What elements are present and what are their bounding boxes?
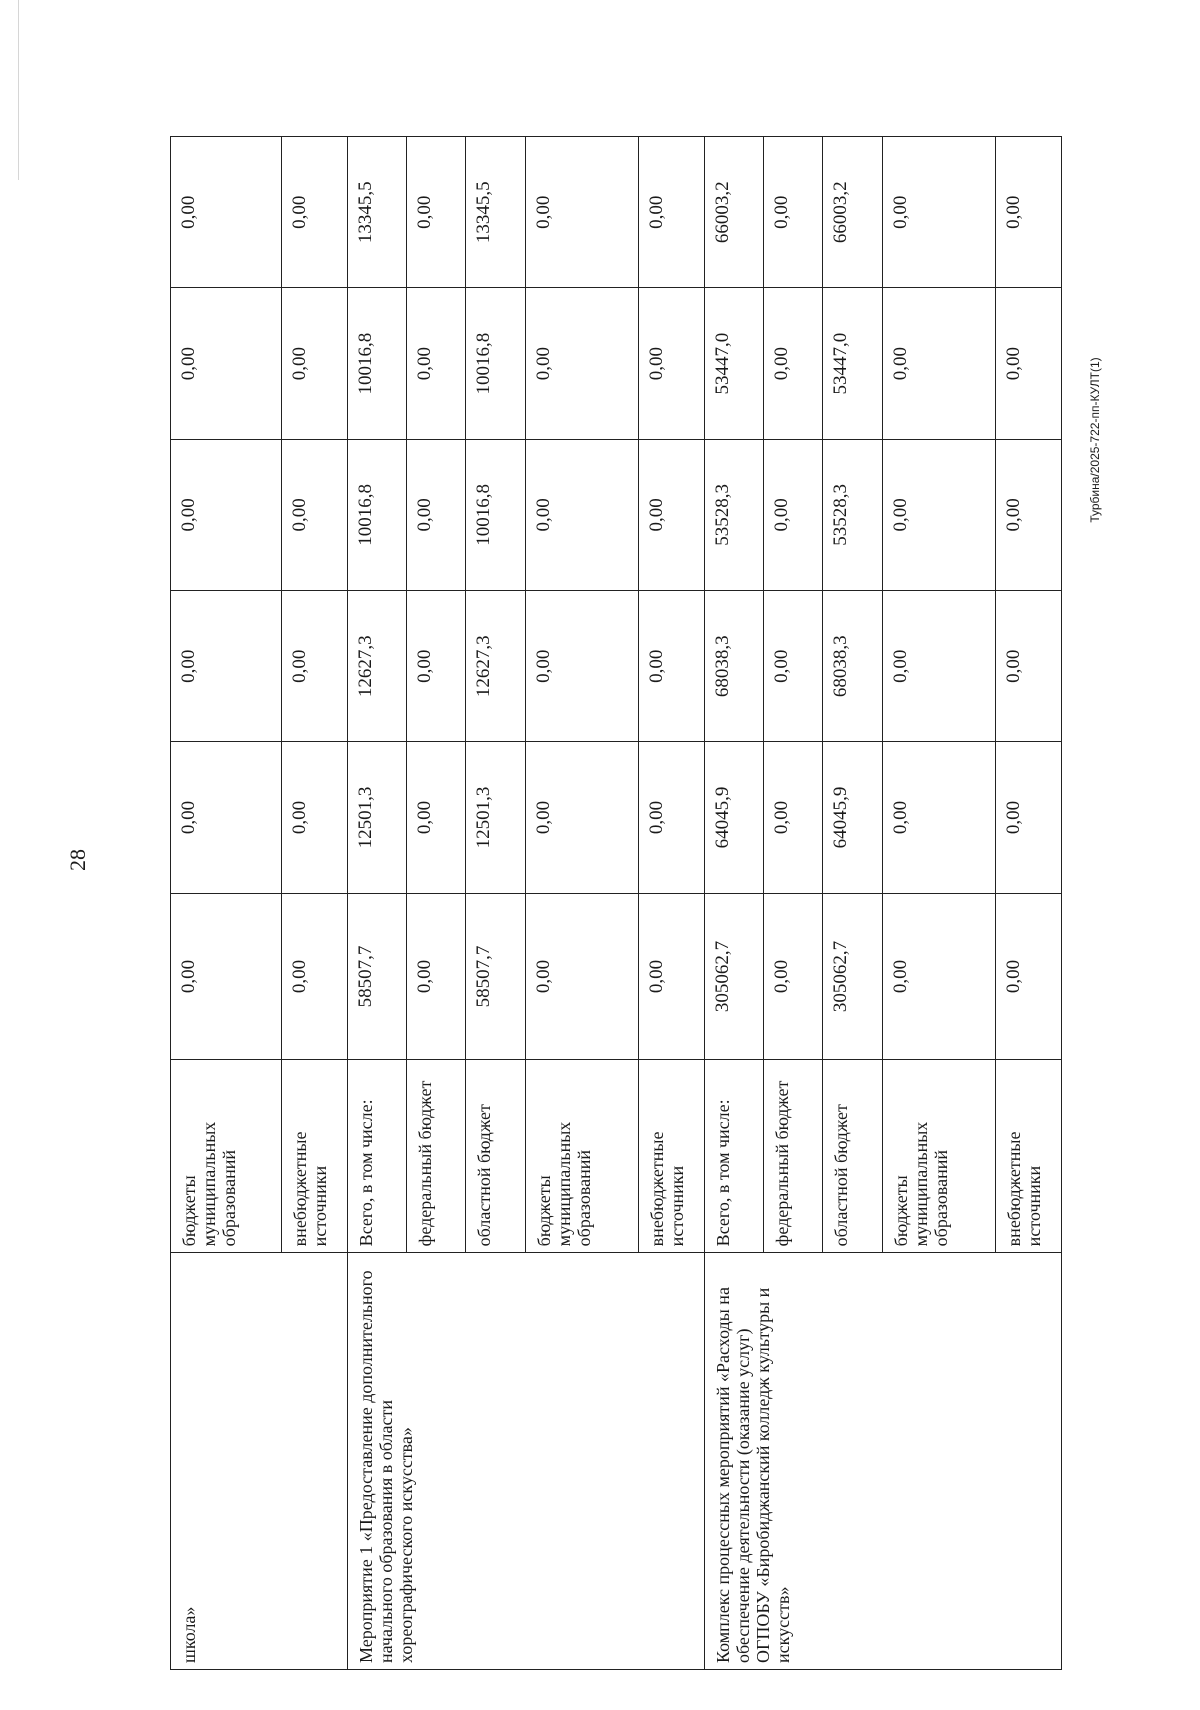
year-amount-cell: 0,00 [525,591,639,742]
year-amount-cell: 68038,3 [823,591,882,742]
year-amount-cell: 0,00 [282,742,347,893]
total-amount-cell: 0,00 [171,893,282,1060]
year-amount-cell: 0,00 [407,591,466,742]
year-amount-cell: 0,00 [996,137,1062,288]
year-amount-cell: 64045,9 [704,742,763,893]
funding-source-cell: внебюджетные источники [996,1060,1062,1253]
funding-source-cell: областной бюджет [823,1060,882,1253]
program-name-cell: Комплекс процессных мероприятий «Расходы на обеспечение деятельности (оказание услуг) ОГПОБУ «Биробиджанский колледж культуры и искусств» [704,1253,1061,1670]
total-amount-cell: 0,00 [764,893,823,1060]
year-amount-cell: 0,00 [407,439,466,590]
total-amount-cell: 305062,7 [823,893,882,1060]
funding-source-cell: бюджеты муниципальных образований [171,1060,282,1253]
total-amount-cell: 0,00 [525,893,639,1060]
total-amount-cell: 0,00 [282,893,347,1060]
year-amount-cell: 0,00 [407,288,466,439]
funding-source-cell: Всего, в том числе: [704,1060,763,1253]
year-amount-cell: 0,00 [639,137,704,288]
year-amount-cell: 0,00 [282,439,347,590]
year-amount-cell: 0,00 [764,591,823,742]
year-amount-cell: 53528,3 [823,439,882,590]
funding-source-cell: бюджеты муниципальных образований [525,1060,639,1253]
year-amount-cell: 64045,9 [823,742,882,893]
year-amount-cell: 66003,2 [823,137,882,288]
table-row [347,137,406,1670]
year-amount-cell: 0,00 [171,742,282,893]
year-amount-cell: 0,00 [882,288,996,439]
year-amount-cell: 0,00 [282,591,347,742]
year-amount-cell: 12501,3 [466,742,525,893]
funding-source-cell: областной бюджет [466,1060,525,1253]
funding-source-cell: федеральный бюджет [407,1060,466,1253]
year-amount-cell: 0,00 [764,288,823,439]
year-amount-cell: 12501,3 [347,742,406,893]
program-name-cell: школа» [171,1253,348,1670]
year-amount-cell: 0,00 [639,439,704,590]
funding-source-cell: внебюджетные источники [282,1060,347,1253]
program-name-cell: Мероприятие 1 «Предоставление дополнительного начального образования в области хореографического искусства» [347,1253,704,1670]
scan-edge [0,0,19,180]
year-amount-cell: 10016,8 [347,439,406,590]
year-amount-cell: 53447,0 [704,288,763,439]
funding-source-cell: внебюджетные источники [639,1060,704,1253]
year-amount-cell: 0,00 [996,742,1062,893]
funding-source-cell: Всего, в том числе: [347,1060,406,1253]
year-amount-cell: 10016,8 [466,288,525,439]
year-amount-cell: 0,00 [407,137,466,288]
year-amount-cell: 0,00 [882,439,996,590]
year-amount-cell: 12627,3 [466,591,525,742]
year-amount-cell: 0,00 [764,742,823,893]
funding-table [170,136,1062,1670]
year-amount-cell: 0,00 [882,137,996,288]
year-amount-cell: 0,00 [996,288,1062,439]
year-amount-cell: 0,00 [282,288,347,439]
funding-table-body [171,137,1062,1670]
funding-table-rotator [170,136,1062,1670]
document-code: Турбина/2025-722-пп-КУЛТ(1) [1088,357,1102,523]
year-amount-cell: 0,00 [639,742,704,893]
total-amount-cell: 58507,7 [466,893,525,1060]
year-amount-cell: 13345,5 [347,137,406,288]
year-amount-cell: 0,00 [171,439,282,590]
total-amount-cell: 58507,7 [347,893,406,1060]
year-amount-cell: 0,00 [764,137,823,288]
total-amount-cell: 0,00 [996,893,1062,1060]
year-amount-cell: 0,00 [525,439,639,590]
year-amount-cell: 0,00 [407,742,466,893]
table-row [704,137,763,1670]
year-amount-cell: 0,00 [525,137,639,288]
year-amount-cell: 0,00 [639,591,704,742]
year-amount-cell: 0,00 [996,439,1062,590]
year-amount-cell: 0,00 [882,742,996,893]
year-amount-cell: 0,00 [996,591,1062,742]
year-amount-cell: 0,00 [171,591,282,742]
year-amount-cell: 12627,3 [347,591,406,742]
funding-source-cell: федеральный бюджет [764,1060,823,1253]
year-amount-cell: 53528,3 [704,439,763,590]
funding-table-container [170,136,1062,1670]
year-amount-cell: 0,00 [525,288,639,439]
table-row [171,137,282,1670]
year-amount-cell: 68038,3 [704,591,763,742]
page-number: 28 [65,849,90,871]
total-amount-cell: 305062,7 [704,893,763,1060]
year-amount-cell: 66003,2 [704,137,763,288]
year-amount-cell: 53447,0 [823,288,882,439]
funding-source-cell: бюджеты муниципальных образований [882,1060,996,1253]
total-amount-cell: 0,00 [882,893,996,1060]
year-amount-cell: 10016,8 [466,439,525,590]
year-amount-cell: 0,00 [171,288,282,439]
year-amount-cell: 0,00 [639,288,704,439]
year-amount-cell: 0,00 [882,591,996,742]
year-amount-cell: 10016,8 [347,288,406,439]
year-amount-cell: 0,00 [525,742,639,893]
total-amount-cell: 0,00 [407,893,466,1060]
year-amount-cell: 0,00 [764,439,823,590]
total-amount-cell: 0,00 [639,893,704,1060]
year-amount-cell: 0,00 [282,137,347,288]
year-amount-cell: 0,00 [171,137,282,288]
year-amount-cell: 13345,5 [466,137,525,288]
